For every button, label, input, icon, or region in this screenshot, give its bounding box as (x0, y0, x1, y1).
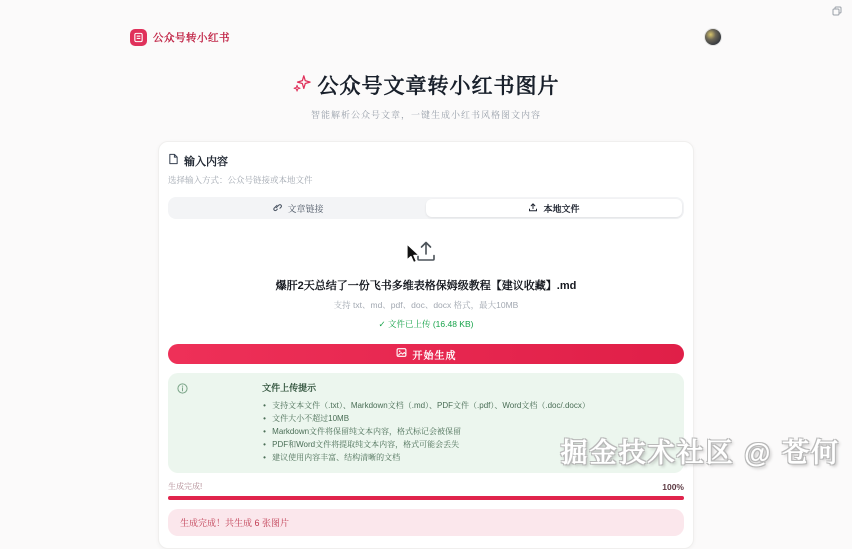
tab-local-file[interactable] (426, 199, 682, 217)
tip-item: • 建议使用内容丰富、结构清晰的文档 (262, 451, 590, 464)
upload-icon (528, 202, 538, 214)
upload-dropzone[interactable] (168, 219, 684, 344)
upload-tips-box (168, 373, 684, 473)
supported-formats-hint: 支持 txt、md、pdf、doc、docx 格式，最大10MB (333, 300, 519, 310)
generate-button[interactable] (168, 344, 684, 364)
logo-text: 公众号转小红书 (153, 31, 230, 44)
tab-article-link-label: 文章链接 (287, 203, 324, 214)
logo-icon (130, 29, 147, 46)
tab-article-link[interactable] (170, 199, 426, 217)
info-icon (177, 381, 188, 399)
link-icon (272, 202, 282, 214)
progress-bar (168, 496, 684, 500)
input-card (158, 141, 694, 549)
generate-button-label: 开始生成 (412, 350, 457, 362)
tips-title: 文件上传提示 (262, 383, 317, 393)
app-logo[interactable] (130, 29, 230, 46)
tip-item: • 文件大小不超过10MB (262, 412, 590, 425)
progress-percent: 100% (662, 481, 684, 492)
tab-local-file-label: 本地文件 (543, 203, 580, 214)
upload-tray-icon (414, 239, 438, 268)
tip-item: • Markdown文件将保留纯文本内容，格式标记会被保留 (262, 425, 590, 438)
tips-list (262, 399, 590, 464)
section-subtitle: 选择输入方式：公众号链接或本地文件 (168, 175, 313, 185)
tip-item: • PDF和Word文件将提取纯文本内容，格式可能会丢失 (262, 438, 590, 451)
restore-window-icon[interactable] (832, 6, 842, 16)
progress-status-row (168, 481, 684, 492)
result-alert: 生成完成！共生成 6 张图片 (168, 509, 684, 536)
image-icon (396, 347, 407, 361)
input-mode-tabs (168, 197, 684, 219)
watermark-text: 掘金技术社区 @ 苍何 (560, 438, 840, 468)
user-avatar[interactable] (704, 28, 722, 46)
sparkle-icon (293, 74, 311, 97)
page-subtitle: 智能解析公众号文章，一键生成小红书风格图文内容 (310, 110, 541, 120)
tip-item: • 支持文本文件（.txt）、Markdown文档（.md）、PDF文件（.pdf）、Word文档（.doc/.docx） (262, 399, 590, 412)
page-title: 公众号文章转小红书图片 (317, 75, 560, 98)
progress-bar-fill (168, 496, 684, 500)
progress-label: 生成完成! (168, 482, 203, 491)
uploaded-file-name: 爆肝2天总结了一份飞书多维表格保姆级教程【建议收藏】.md (275, 280, 577, 292)
upload-success-text: ✓ 文件已上传 (16.48 KB) (378, 319, 474, 329)
window-controls[interactable] (832, 6, 842, 16)
hero-section (0, 70, 852, 121)
app-header (130, 0, 722, 46)
document-icon (168, 152, 179, 170)
section-title: 输入内容 (184, 156, 228, 168)
